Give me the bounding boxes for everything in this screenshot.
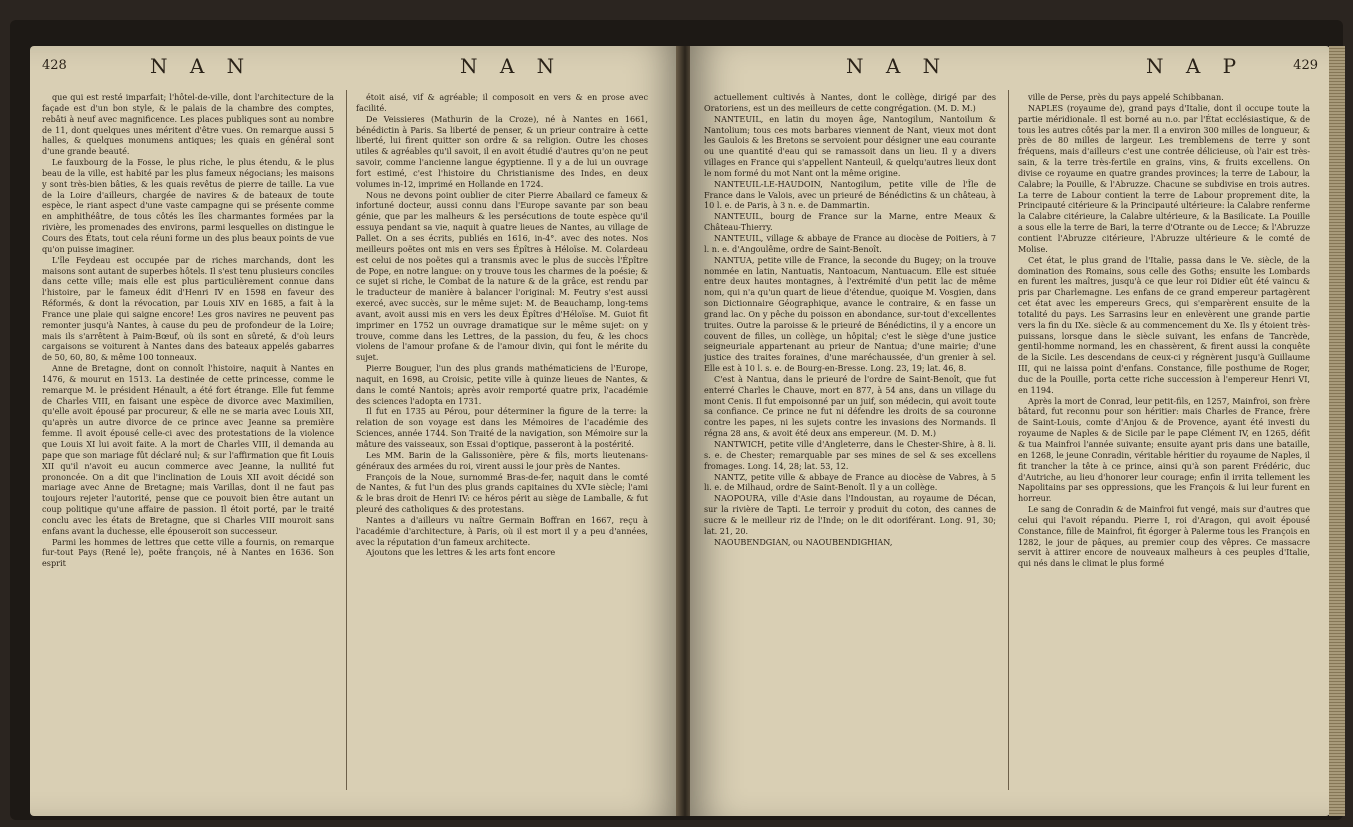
paragraph: NAOPOURA, ville d'Asie dans l'Indoustan, au royaume de Décan, sur la rivière de Tapti. Le terroir y produit du coton, des cannes de sucre & le meilleur riz de l'Inde; on le dit odoriférant. Long. 91, 30; lat. 21, 20. bbox=[704, 493, 996, 536]
right-header-word-2: N A P bbox=[1146, 54, 1245, 78]
paragraph: que qui est resté imparfait; l'hôtel-de-ville, dont l'architecture de la façade est d'un bon style, & le palais de la chambre des comptes, rebâti à neuf avec magnificence. Les places publiques sont au nombre de 11, dont quelques unes méritent d'être vues. On remarque aussi 5 halles, & quelques monumens antiques; les quais en général sont d'une grande beauté. bbox=[42, 92, 334, 157]
paragraph: Cet état, le plus grand de l'Italie, passa dans le Ve. siècle, de la domination des Romains, sous celle des Goths; ensuite les Lombards en furent les maîtres, jusqu'à ce que leur roi Didier eût été vaincu & pris par Charlemagne. Les enfans de ce grand empereur partagèrent cet état avec les empereurs Grecs, qui s'emparèrent ensuite de la totalité du pays. Les Sarrasins leur en enlevèrent une grande partie vers la fin du IXe. siècle & au commencement du Xe. Ils y étoient très-puissans, lorsque dans le siècle suivant, les enfans de Tancrède, gentil-homme normand, les en chassèrent, & firent aussi la conquête de la Sicile. Les descendans de ceux-ci y régnèrent jusqu'à Guillaume III, qui ne laissa point d'enfans. Constance, fille posthume de Roger, duc de la Pouille, porta cette riche succession à l'empereur Henri VI, en 1194. bbox=[1018, 254, 1310, 395]
paragraph: Le sang de Conradin & de Mainfroi fut vengé, mais sur d'autres que celui qui l'avoit répandu. Pierre I, roi d'Aragon, qui avoit épousé Constance, fille de Mainfroi, fit égorger à Palerme tous les François en 1282, le jour de pâques, au premier coup des vêpres. Ce massacre servit à attirer encore de nouveaux malheurs à ces peuples d'Italie, qui nés dans le climat le plus formé bbox=[1018, 504, 1310, 569]
left-header-word-2: N A N bbox=[460, 54, 563, 78]
right-column-2 bbox=[1018, 92, 1310, 802]
right-page bbox=[690, 46, 1330, 816]
left-column-2 bbox=[356, 92, 648, 802]
right-header-word-1: N A N bbox=[846, 54, 949, 78]
left-page-header bbox=[30, 54, 680, 82]
paragraph: François de la Noue, surnommé Bras-de-fer, naquit dans le comté de Nantes, & fut l'un des plus grands capitaines du XVIe siècle; l'ami & le bras droit de Henri IV: ce héros périt au siège de Lamballe, & fut pleuré des catholiques & des protestans. bbox=[356, 471, 648, 515]
column-divider bbox=[1008, 90, 1009, 790]
paragraph: Parmi les hommes de lettres que cette ville a fournis, on remarque fur-tout Pays (René le), poëte françois, né à Nantes en 1636. Son esprit bbox=[42, 536, 334, 569]
paragraph: NANTEUIL, village & abbaye de France au diocèse de Poitiers, à 7 l. n. e. d'Angoulême, ordre de Saint-Benoît. bbox=[704, 232, 996, 254]
left-page bbox=[30, 46, 680, 816]
paragraph: NAPLES (royaume de), grand pays d'Italie, dont il occupe toute la partie méridionale. Il est borné au n.o. par l'État ecclésiastique, & de tous les autres côtés par la mer. Il a environ 300 milles de longueur, & près de 80 milles de largeur. Les tremblemens de terre y sont fréquens, mais d'ailleurs c'est une contrée délicieuse, où l'air est très-sain, & la terre très-fertile en grains, vins, & fruits excellens. On divise ce royaume en quatre grandes provinces; la terre de Labour, la Calabre; la Pouille, & l'Abruzze. Chacune se subdivise en trois autres. La terre de Labour contient la terre de Labour proprement dite, la Principauté citérieure & la Principauté ultérieure: la Calabre renferme la Calabre citérieure, la Calabre ultérieure, & la Basilicate. La Pouille a sous elle la terre de Bari, la terre d'Otrante ou de Lecce; & l'Abruzze contient l'Abruzze citérieure, l'Abruzze ultérieure & le comté de Molise. bbox=[1018, 102, 1310, 254]
paragraph: Nantes a d'ailleurs vu naître Germain Boffran en 1667, reçu à l'académie d'architecture, à Paris, où il est mort il y a peu d'années, avec la réputation d'un fameux architecte. bbox=[356, 514, 648, 547]
right-page-header bbox=[690, 54, 1330, 82]
page-edges bbox=[1329, 46, 1345, 816]
paragraph: De Veissieres (Mathurin de la Croze), né à Nantes en 1661, bénédictin à Paris. Sa liberté de penser, & un prieur contraire à cette liberté, lui firent quitter son ordre & sa religion. Outre les choses utiles & agréables qu'il savoit, il en avoit étudié d'autres qu'on ne peut savoir, comme l'ancienne langue égyptienne. Il y a de lui un ouvrage fort estimé, c'est l'histoire du Christianisme des Indes, en deux volumes in-12, imprimé en Hollande en 1724. bbox=[356, 113, 648, 189]
left-page-number: 428 bbox=[42, 58, 67, 73]
paragraph: Ajoutons que les lettres & les arts font encore bbox=[366, 547, 556, 558]
column-divider bbox=[346, 90, 347, 790]
paragraph: Après la mort de Conrad, leur petit-fils, en 1257, Mainfroi, son frère bâtard, fut reconnu pour son héritier: mais Charles de France, frère de Saint-Louis, comte d'Anjou & de Provence, ayant été investi du royaume de Naples & de Sicile par le pape Clément IV, en 1265, défit & tua Mainfroi l'année suivante; ensuite ayant pris dans une bataille, en 1268, le jeune Conradin, véritable héritier du royaume de Naples, il fit trancher la tête à ce prince, ainsi qu'à son parent Frédéric, duc d'Autriche, au lieu d'honorer leur courage; enfin il irrita tellement les Napolitains par ses oppressions, que les François & lui leur furent en horreur. bbox=[1018, 395, 1310, 504]
paragraph: NANTEUIL, en latin du moyen âge, Nantogilum, Nantoilum & Nantolium; tous ces mots barbares viennent de Nant, vieux mot dont les Gaulois & les Bretons se servoient pour désigner une eau courante ou une quantité d'eau qui se ramassoit dans un lieu. Il y a divers villages en France qui s'appellent Nanteuil, & quelqu'autres lieux dont le nom formé du mot Nant ont la même origine. bbox=[704, 113, 996, 178]
paragraph: NANTEUIL, bourg de France sur la Marne, entre Meaux & Château-Thierry. bbox=[704, 211, 996, 233]
paragraph: ville de Perse, près du pays appelé Schibbanan. bbox=[1028, 92, 1224, 102]
book-spread bbox=[10, 20, 1343, 820]
paragraph: L'île Feydeau est occupée par de riches marchands, dont les maisons sont autant de superbes hôtels. Il s'est tenu plusieurs conciles dans cette ville; mais elle est plus particulièrement connue dans l'histoire, par le fameux édit d'Henri IV en 1598 en faveur des Réformés, & dont la révocation, par Louis XIV en 1685, a fait à la France une plaie qui saigne encore! Les gros navires ne peuvent pas remonter jusqu'à Nantes, à cause du peu de profondeur de la Loire; mais ils s'arrêtent à Paim-Bœuf, où ils sont en sûreté, & d'où leurs cargaisons se voiturent à Nantes dans des bateaux appelés gabarres de 50, 60, 80, & même 100 tonneaux. bbox=[42, 254, 334, 363]
right-page-number: 429 bbox=[1293, 58, 1318, 73]
left-header-word-1: N A N bbox=[150, 54, 253, 78]
paragraph: Pierre Bouguer, l'un des plus grands mathématiciens de l'Europe, naquit, en 1698, au Croisic, petite ville à quinze lieues de Nantes, & dans le comté Nantois; après avoir remporté quatre prix, l'académie des sciences l'adopta en 1731. bbox=[356, 363, 648, 406]
paragraph: NANTWICH, petite ville d'Angleterre, dans le Chester-Shire, à 8. li. s. e. de Chester; remarquable par ses mines de sel & ses excellens fromages. Long. 14, 28; lat. 53, 12. bbox=[704, 439, 996, 471]
paragraph: Anne de Bretagne, dont on connoît l'histoire, naquit à Nantes en 1476, & mourut en 1513. La destinée de cette princesse, comme le remarque M. le président Hénault, a été fort étrange. Elle fut femme de Charles VIII, en faisant une espèce de divorce avec Maximilien, qu'elle avoit épousé par procureur, & elle ne se maria avec Louis XII, qu'après un autre divorce de ce prince avec Jeanne sa première femme. Il avoit épousé celle-ci avec des protestations de la violence que Louis XI lui avoit faite. A la mort de Charles VIII, il demanda au pape que son mariage fût déclaré nul; & sur l'affirmation que fit Louis XII qu'il n'avoit eu aucun commerce avec Jeanne, la nullité fut prononcée. On a dit que l'inclination de Louis XII avoit décidé son mariage avec Anne de Bretagne; mais Varillas, dont il ne faut pas toujours rejeter l'autorité, pense que ce pouvoit bien être autant un coup politique qu'une affaire de passion. Il étoit porté, par le traité conclu avec les états de Bretagne, que si Charles VIII mouroit sans enfans avant la duchesse, elle épouseroit son successeur. bbox=[42, 363, 334, 536]
paragraph: étoit aisé, vif & agréable; il composoit en vers & en prose avec facilité. bbox=[356, 92, 648, 113]
right-column-1 bbox=[704, 92, 996, 802]
paragraph: NANTEUIL-LE-HAUDOIN, Nantogilum, petite ville de l'Île de France dans le Valois, avec un prieuré de Bénédictins & un château, à 10 l. e. de Paris, à 3 n. e. de Dammartin. bbox=[704, 178, 996, 211]
paragraph: Il fut en 1735 au Pérou, pour déterminer la figure de la terre: la relation de son voyage est dans les Mémoires de l'académie des Sciences, année 1744. Son Traité de la navigation, son Mémoire sur la mâture des vaisseaux, son Essai d'optique, passeront à la postérité. bbox=[356, 406, 648, 449]
paragraph: Le fauxbourg de la Fosse, le plus riche, le plus étendu, & le plus beau de la ville, est habité par les plus fameux négocians; les maisons y sont très-bien bâties, & les quais revêtus de pierre de taille. La vue de la Loire d'ailleurs, chargée de navires & de bateaux de toute espèce, le riant aspect d'une vaste campagne qui se présente comme en amphithéâtre, de tous côtés les îles charmantes formées par la rivière, les promenades des environs, parmi lesquelles on distingue le Cours des États, tout cela réuni forme un des plus beaux points de vue qu'on puisse imaginer. bbox=[42, 157, 334, 254]
left-column-1 bbox=[42, 92, 334, 802]
paragraph: Les MM. Barin de la Galissonière, père & fils, morts lieutenans-généraux des armées du roi, virent aussi le jour près de Nantes. bbox=[356, 449, 648, 471]
paragraph: NANTUA, petite ville de France, la seconde du Bugey; on la trouve nommée en latin, Nantuatis, Nantoacum, Nantuacum. Elle est située entre deux hautes montagnes, à l'extrémité d'un petit lac de même nom, qui n'a qu'un quart de lieue d'étendue, quoique M. Vosgien, dans son Dictionnaire Géographique, avance le contraire, & en fasse un grand lac. On y pêche du poisson en abondance, sur-tout d'excellentes truites. Outre la paroisse & le prieuré de Bénédictins, il y a encore un couvent de filles, un collège, un hôpital; c'est le siège d'une justice seigneuriale appartenant au prieur de Nantua; d'une mairie; d'une justice des traites foraines, d'une maréchaussée, d'un grenier à sel. Elle est à 10 l. s. e. de Bourg-en-Bresse. Long. 23, 19; lat. 46, 8. bbox=[704, 254, 996, 374]
paragraph: C'est à Nantua, dans le prieuré de l'ordre de Saint-Benoît, que fut enterré Charles le Chauve, mort en 877, à 54 ans, dans un village du mont Cenis. Il fut empoisonné par un juif, son médecin, qui avoit toute sa confiance. Ce prince ne fut ni défendre les droits de sa couronne contre les papes, ni les sujets contre les invasions des Normands. Il régna 28 ans, & avoit été deux ans empereur. (M. D. M.) bbox=[704, 373, 996, 439]
paragraph: NANTZ, petite ville & abbaye de France au diocèse de Vabres, à 5 li. e. de Milhaud, ordre de Saint-Benoît. Il y a un collège. bbox=[704, 471, 996, 493]
paragraph: NAOUBENDGIAN, ou NAOUBENDIGHIAN, bbox=[714, 536, 893, 547]
paragraph: actuellement cultivés à Nantes, dont le collège, dirigé par des Oratoriens, est un des meilleurs de cette congrégation. (M. D. M.) bbox=[704, 92, 996, 113]
paragraph: Nous ne devons point oublier de citer Pierre Abailard ce fameux & infortuné docteur, aussi connu dans l'Europe savante par son beau génie, que par les malheurs & les persécutions de toute espèce qu'il essuya pendant sa vie, naquit à quatre lieues de Nantes, au village de Pallet. On a ses écrits, publiés en 1616, in-4°. avec des notes. Nos meilleurs poëtes ont mis en vers ses Épîtres à Héloïse. M. Colardeau est celui de nos poëtes qui a transmis avec le plus de succès l'Épître de Pope, en notre langue: on y trouve tous les charmes de la poésie; & ce sujet si riche, le Combat de la nature & de la grâce, est rendu par le traducteur de manière à balancer l'original: M. Feutry s'est aussi exercé, avec succès, sur le même sujet: M. de Beauchamp, long-tems avant, avoit aussi mis en vers les deux Épîtres d'Héloïse. M. Guiot fit imprimer en 1752 un ouvrage dramatique sur le même sujet: on y trouve, comme dans les Lettres, de la passion, du feu, & les chocs violens de l'amour profane & de l'amour divin, qui font le mérite du sujet. bbox=[356, 189, 648, 363]
